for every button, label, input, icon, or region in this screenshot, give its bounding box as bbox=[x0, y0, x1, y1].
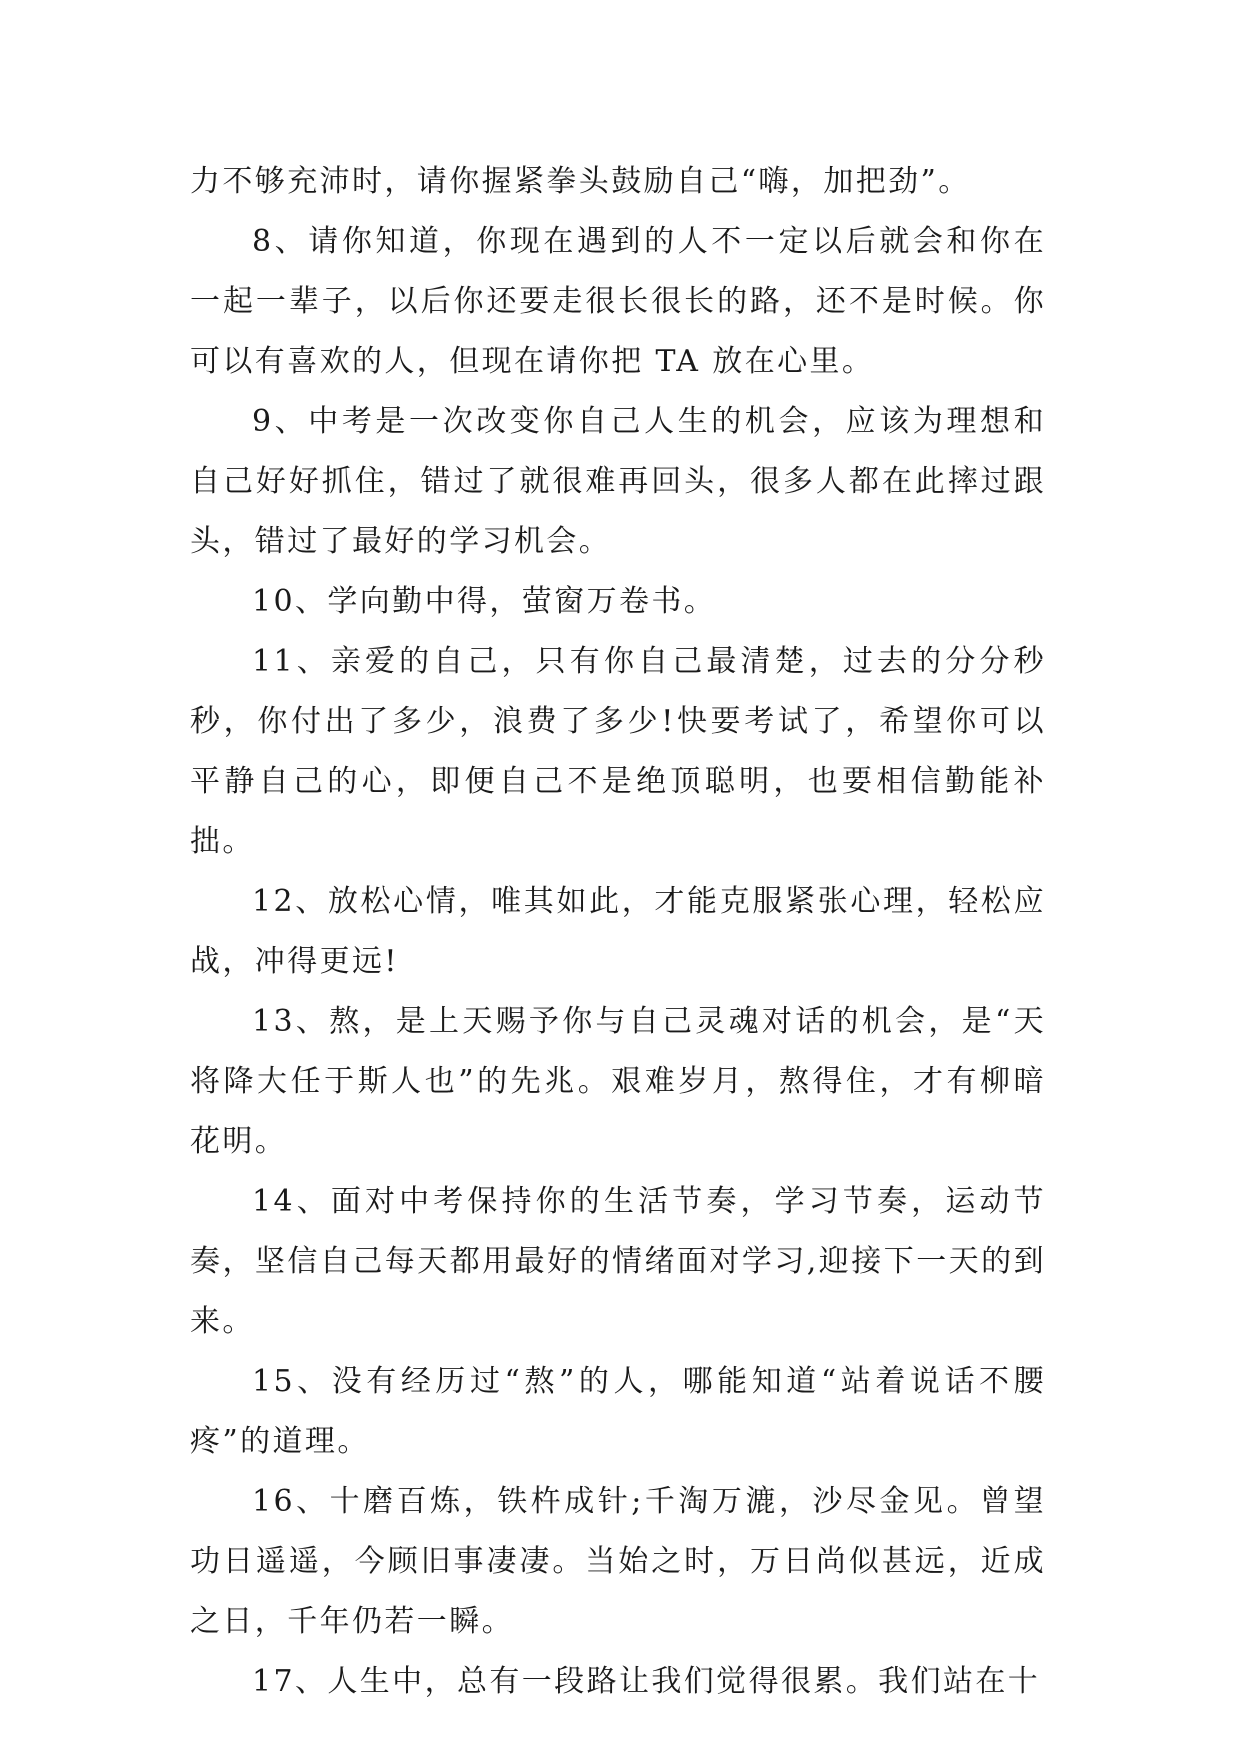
paragraph-item-15: 15、没有经历过“熬”的人，哪能知道“站着说话不腰疼”的道理。 bbox=[190, 1364, 1046, 1459]
paragraph-item-14: 14、面对中考保持你的生活节奏，学习节奏，运动节奏，坚信自己每天都用最好的情绪面对学习,迎接下一天的到来。 bbox=[190, 1184, 1046, 1339]
paragraph-continuation: 力不够充沛时，请你握紧拳头鼓励自己“嗨，加把劲”。 bbox=[190, 164, 971, 199]
paragraph-item-9: 9、中考是一次改变你自己人生的机会，应该为理想和自己好好抓住，错过了就很难再回头，很多人都在此摔过跟头，错过了最好的学习机会。 bbox=[190, 404, 1046, 559]
paragraph-item-17: 17、人生中，总有一段路让我们觉得很累。我们站在十 bbox=[252, 1664, 1041, 1699]
paragraph-item-13: 13、熬，是上天赐予你与自己灵魂对话的机会，是“天将降大任于斯人也”的先兆。艰难岁月，熬得住，才有柳暗花明。 bbox=[190, 1004, 1046, 1159]
paragraph-item-11: 11、亲爱的自己，只有你自己最清楚，过去的分分秒秒，你付出了多少，浪费了多少!快要考试了，希望你可以平静自己的心，即便自己不是绝顶聪明，也要相信勤能补拙。 bbox=[190, 644, 1046, 859]
paragraph-item-10: 10、学向勤中得，萤窗万卷书。 bbox=[252, 584, 717, 619]
paragraph-item-12: 12、放松心情，唯其如此，才能克服紧张心理，轻松应战，冲得更远! bbox=[190, 884, 1046, 979]
paragraph-item-8: 8、请你知道，你现在遇到的人不一定以后就会和你在一起一辈子，以后你还要走很长很长的路，还不是时候。你可以有喜欢的人，但现在请你把 TA 放在心里。 bbox=[190, 224, 1046, 379]
paragraph-item-16: 16、十磨百炼，铁杵成针;千淘万漉，沙尽金见。曾望功日遥遥，今顾旧事凄凄。当始之时，万日尚似甚远，近成之日，千年仍若一瞬。 bbox=[190, 1484, 1046, 1639]
document-body bbox=[190, 152, 1046, 1712]
